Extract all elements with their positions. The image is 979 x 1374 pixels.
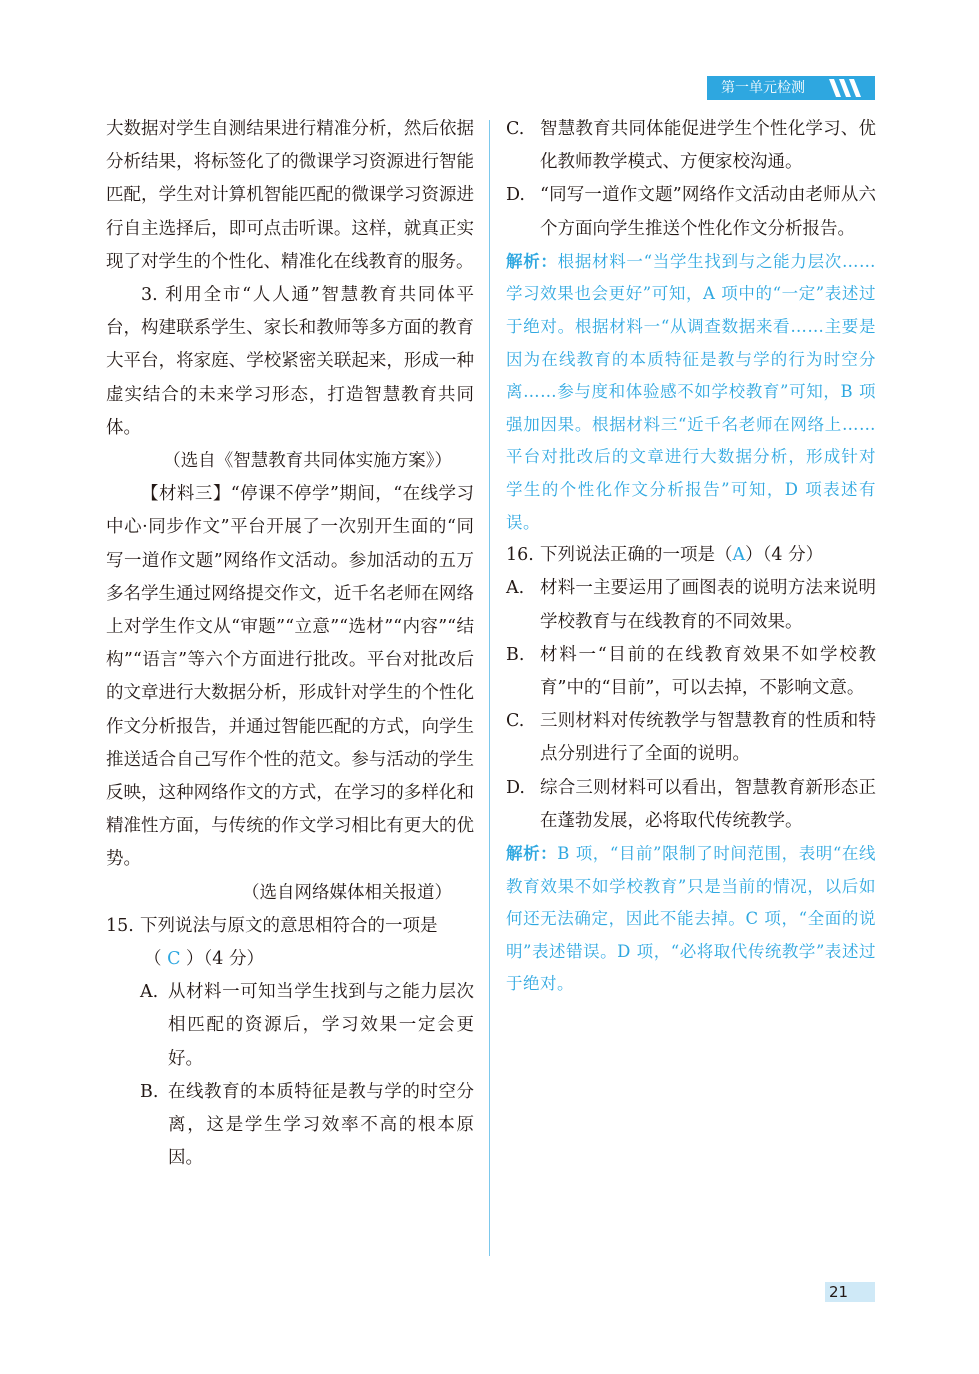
option-text: 材料一“目前的在线教育效果不如学校教育”中的“目前”，可以去掉，不影响文意。 xyxy=(540,644,876,698)
option-text: 从材料一可知当学生找到与之能力层次相匹配的资源后，学习效果一定会更好。 xyxy=(168,982,474,1069)
option-label: B. xyxy=(506,644,525,665)
option-b xyxy=(506,639,876,705)
header-title: 第一单元检测 xyxy=(721,80,805,96)
option-d xyxy=(506,179,876,245)
option-label: C. xyxy=(506,119,525,139)
option-b xyxy=(106,1076,474,1176)
option-text: “同写一道作文题”网络作文活动由老师从六个方面向学生推送个性化作文分析报告。 xyxy=(540,185,876,239)
page-number: 21 xyxy=(829,1283,849,1301)
question-number: 15. xyxy=(106,915,134,936)
option-label: C. xyxy=(506,711,525,732)
option-label: A. xyxy=(140,982,159,1003)
right-column xyxy=(506,113,876,1001)
option-text: 三则材料对传统教学与智慧教育的性质和特点分别进行了全面的说明。 xyxy=(540,711,876,765)
question-16-options xyxy=(506,572,876,838)
page-number-badge xyxy=(825,1282,875,1302)
analysis-text: B 项，“目前”限制了时间范围，表明“在线教育效果不如学校教育”只是当前的情况，以后如何还无法确定，因此不能去掉。C 项，“全面的说明”表述错误。D 项，“必将取代传统教学”表述过于绝对。 xyxy=(506,843,876,994)
analysis-text: 根据材料一“当学生找到与之能力层次……学习效果也会更好”可知，A 项中的“一定”表述过于绝对。根据材料一“从调查数据来看……主要是因为在线教育的本质特征是教与学的行为时空分离……参与度和体验感不如学校教育”可知，B 项强加因果。根据材料三“近千名老师在网络上……平台对批改后的文章进行大数据分析，形成针对学生的个性化作文分析报告”可知，D 项表述有误。 xyxy=(506,251,876,532)
option-d xyxy=(506,772,876,838)
option-text: 综合三则材料可以看出，智慧教育新形态正在蓬勃发展，必将取代传统教学。 xyxy=(540,777,876,831)
answer-letter: C xyxy=(167,949,181,970)
answer-letter: A xyxy=(732,545,746,566)
option-label: A. xyxy=(506,578,525,599)
analysis-16 xyxy=(506,838,876,1001)
analysis-label: 解析： xyxy=(506,251,558,271)
question-stem: 下列说法与原文的意思相符合的一项是 xyxy=(140,915,438,936)
left-column xyxy=(106,113,474,1176)
column-divider xyxy=(489,120,490,1256)
option-a xyxy=(106,976,474,1076)
option-label: B. xyxy=(140,1081,159,1102)
question-15 xyxy=(106,910,474,943)
unit-test-header-tab xyxy=(707,76,875,100)
analysis-15 xyxy=(506,246,876,539)
option-c xyxy=(506,705,876,771)
option-text: 智慧教育共同体能促进学生个性化学习、优化教师教学模式、方便家校沟通。 xyxy=(540,119,876,173)
option-text: 在线教育的本质特征是教与学的时空分离，这是学生学习效率不高的根本原因。 xyxy=(168,1081,474,1169)
question-15-answer-line: （ C ）（4 分） xyxy=(144,949,264,970)
question-number: 16. xyxy=(506,545,534,566)
material-paragraph-1: 大数据对学生自测结果进行精准分析，然后依据分析结果，将标签化了的微课学习资源进行智能匹配，学生对计算机智能匹配的微课学习资源进行自主选择后，即可点击听课。这样，就真正实现了对学生的个性化、精准化在线教育的服务。 xyxy=(106,119,474,272)
option-a xyxy=(506,572,876,638)
material-three-paragraph: 【材料三】“停课不停学”期间，“在线学习中心·同步作文”平台开展了一次别开生面的“同写一道作文题”网络作文活动。参加活动的五万多名学生通过网络提交作文，近千名老师在网络上对学生作文从“审题”“立意”“选材”“内容”“结构”“语言”等六个方面进行批改。平台对批改后的文章进行大数据分析，形成针对学生的个性化作文分析报告，并通过智能匹配的方式，向学生推送适合自己写作个性的范文。参与活动的学生反映，这种网络作文的方式，在学习的多样化和精准性方面，与传统的作文学习相比有更大的优势。 xyxy=(106,484,474,870)
option-label: D. xyxy=(506,777,525,798)
source-citation-1: （选自《智慧教育共同体实施方案》） xyxy=(163,451,452,472)
option-text: 材料一主要运用了画图表的说明方法来说明学校教育与在线教育的不同效果。 xyxy=(540,578,876,632)
material-paragraph-2: 3. 利用全市“人人通”智慧教育共同体平台，构建联系学生、家长和教师等多方面的教育大平台，将家庭、学校紧密关联起来，形成一种虚实结合的未来学习形态，打造智慧教育共同体。 xyxy=(106,285,474,438)
question-stem: 下列说法正确的一项是（ xyxy=(540,545,733,566)
option-label: D. xyxy=(506,185,525,206)
source-citation-2: （选自网络媒体相关报道） xyxy=(242,882,452,903)
question-15-options-left xyxy=(106,976,474,1175)
option-c xyxy=(506,113,876,179)
stripes-icon xyxy=(827,79,867,97)
analysis-label: 解析： xyxy=(506,843,558,863)
question-16: 16. 下列说法正确的一项是（A）（4 分） xyxy=(506,539,876,572)
question-15-options-right xyxy=(506,113,876,246)
